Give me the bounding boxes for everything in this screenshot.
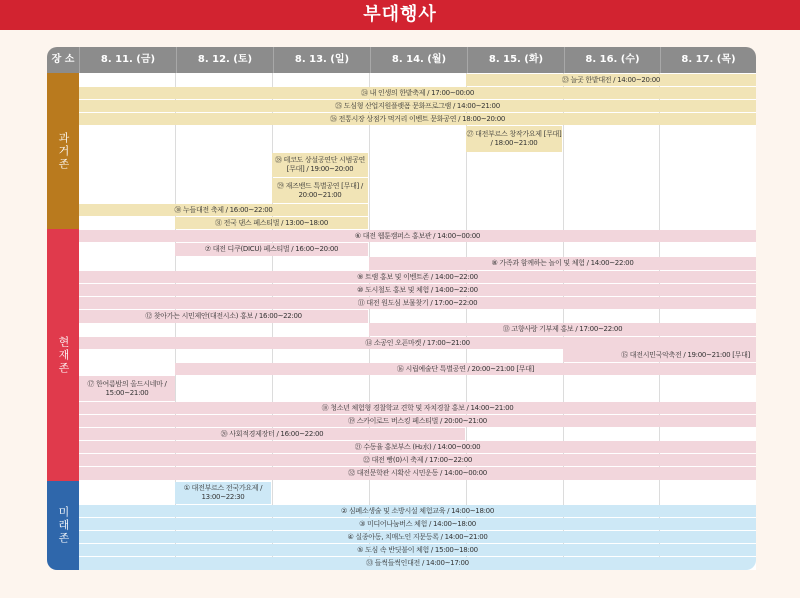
column-divider: [659, 73, 660, 570]
event-bar: ⑫ 찾아가는 시민제안(대전시소) 홍보 / 16:00~22:00: [79, 310, 368, 323]
event-bar: ㉜ 대전문학관 시확산 시민운동 / 14:00~00:00: [79, 467, 756, 480]
column-divider: [563, 73, 564, 570]
event-bar: ③ 미디어나눔버스 체험 / 14:00~18:00: [79, 518, 756, 530]
event-bar: ④ 실종아동, 치매노인 지문등록 / 14:00~21:00: [79, 531, 756, 543]
header-corner: 장 소: [51, 54, 75, 65]
event-bar: ⑭ 소공인 오픈마켓 / 17:00~21:00: [79, 337, 756, 349]
header-date: 8. 14. (월): [370, 47, 467, 73]
page-title: 부대행사: [363, 4, 437, 25]
event-bar: ㉑ 수동율 홍보부스 (H₂水) / 14:00~00:00: [79, 441, 756, 453]
header-date: 8. 13. (일): [273, 47, 370, 73]
event-bar: ㉝ 들썩들썩인대전 / 14:00~17:00: [79, 557, 756, 570]
event-bar: ⑰ 한여름밤의 올드시네마 / 15:00~21:00: [79, 376, 175, 401]
header-date: 8. 15. (화): [467, 47, 564, 73]
event-bar: ㉙ 재즈밴드 특별공연 [무대] / 20:00~21:00: [272, 178, 368, 203]
schedule-header: [47, 47, 756, 73]
zone-present: 현재존: [47, 229, 79, 481]
event-bar: ⑬ 고향사랑 기부제 홍보 / 17:00~22:00: [369, 323, 756, 336]
header-date: 8. 12. (토): [176, 47, 273, 73]
zone-future: 미래존: [47, 481, 79, 570]
event-bar: ㉓ 늘곳 한밭대전 / 14:00~20:00: [466, 74, 756, 86]
header-date: 8. 11. (금): [79, 47, 176, 73]
event-bar: ⑪ 대전 원도심 보물찾기 / 17:00~22:00: [79, 297, 756, 309]
event-bar: ㉚ 누들대전 축제 / 16:00~22:00: [79, 204, 368, 216]
event-bar: ⑦ 대전 디쿠(DICU) 페스티벌 / 16:00~20:00: [175, 243, 368, 256]
event-bar: ② 심폐소생술 및 소방시설 체험교육 / 14:00~18:00: [79, 505, 756, 517]
event-bar: ⑩ 도시철도 홍보 및 체험 / 14:00~22:00: [79, 284, 756, 296]
header-date: 8. 16. (수): [564, 47, 660, 73]
event-bar: ㉕ 도심형 산업지원플랫폼 문화프로그램 / 14:00~21:00: [79, 100, 756, 112]
event-bar: ㉘ 테코도 상설공연단 시범공연 [무대] / 19:00~20:00: [272, 153, 368, 177]
event-bar: ⑥ 대전 웹툰캠퍼스 홍보관 / 14:00~00:00: [79, 230, 756, 242]
column-divider: [369, 73, 370, 570]
event-bar: ⑨ 트램 홍보 및 이벤트존 / 14:00~22:00: [79, 271, 756, 283]
event-bar: ⑧ 가족과 함께하는 놀이 및 체험 / 14:00~22:00: [369, 257, 756, 270]
zone-past: 과거존: [47, 73, 79, 229]
event-bar: ① 대전부르스 전국가요제 / 13:00~22:30: [175, 482, 271, 504]
header-date: 8. 17. (목): [660, 47, 756, 73]
event-bar: ⑱ 청소년 체험형 경찰학교 견학 및 자치경찰 홍보 / 14:00~21:00: [79, 402, 756, 414]
event-bar: ㉗ 대전부르스 창작가요제 [무대] / 18:00~21:00: [466, 126, 562, 152]
event-bar: ⑯ 시립예술단 특별공연 / 20:00~21:00 [무대]: [175, 363, 756, 375]
event-bar: ⑮ 대전시민국악축전 / 19:00~21:00 [무대]: [563, 349, 756, 362]
event-bar: ㉛ 전국 댄스 페스티벌 / 13:00~18:00: [175, 217, 368, 229]
event-bar: ㉔ 내 인생의 한밭축제 / 17:00~00:00: [79, 87, 756, 99]
event-bar: ⑳ 사회적경제장터 / 16:00~22:00: [79, 428, 465, 440]
event-bar: ㉖ 전통시장 상점가 먹거리 이벤트 문화공연 / 18:00~20:00: [79, 113, 756, 125]
event-bar: ㉒ 대전 빵(0)시 축제 / 17:00~22:00: [79, 454, 756, 466]
event-bar: ⑲ 스카이로드 버스킹 페스티벌 / 20:00~21:00: [79, 415, 756, 427]
event-bar: ⑤ 도심 속 반딧불이 체험 / 15:00~18:00: [79, 544, 756, 556]
